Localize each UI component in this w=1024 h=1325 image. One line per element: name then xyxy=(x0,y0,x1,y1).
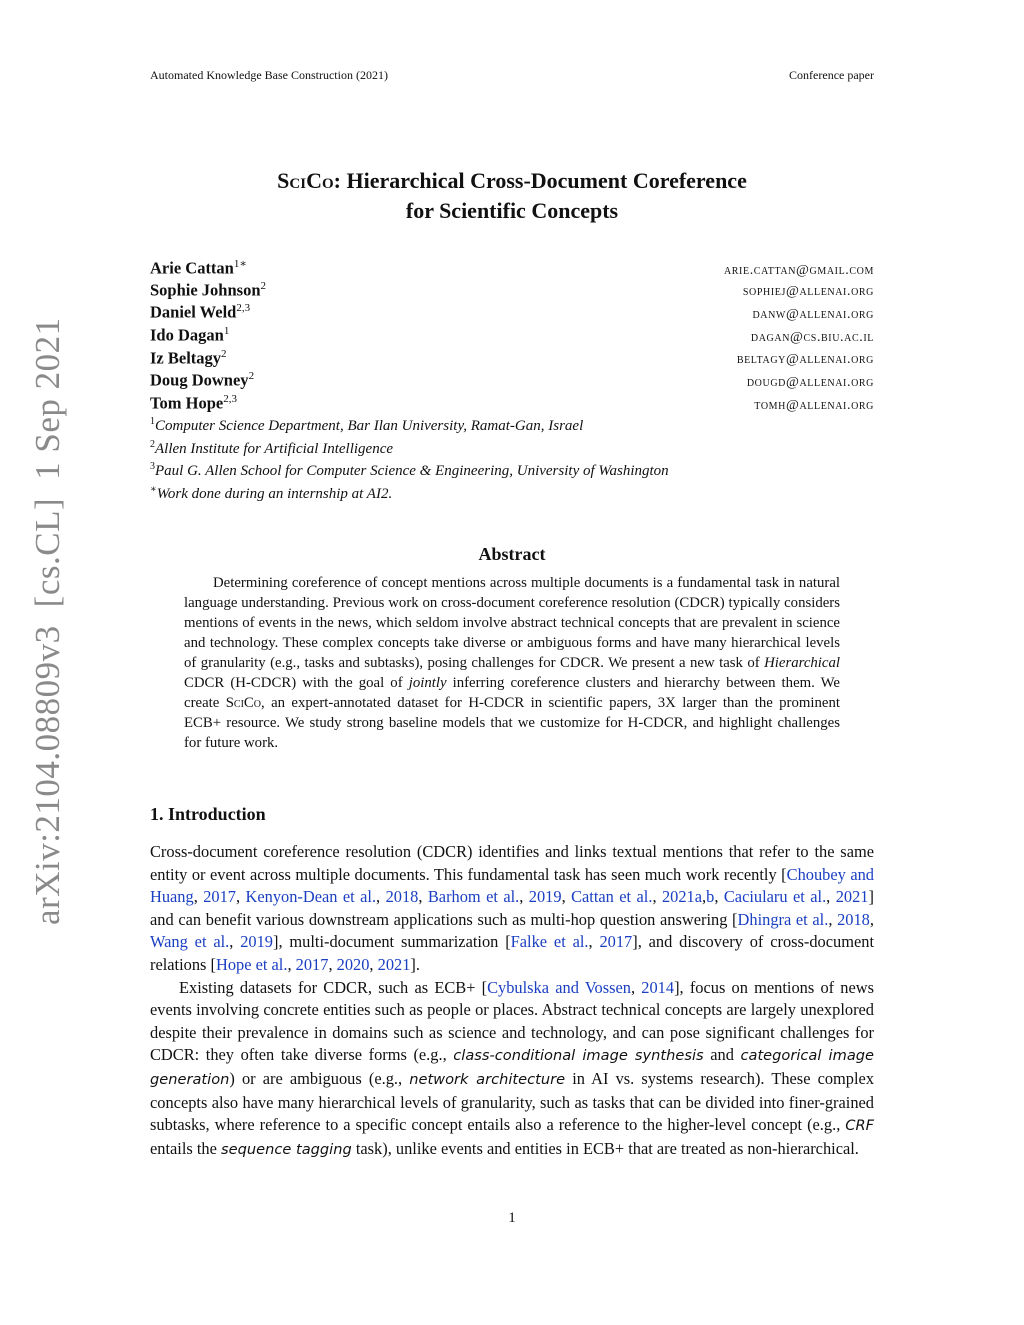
citation-link[interactable]: 2021 xyxy=(835,887,869,907)
body-text: , xyxy=(588,932,600,952)
abstract-heading: Abstract xyxy=(478,544,546,564)
citation-link[interactable]: 2017 xyxy=(599,932,633,952)
citation-link[interactable]: Cybulska and Vossen xyxy=(487,977,631,997)
author-email[interactable]: beltagy@allenai.org xyxy=(736,352,874,368)
body-text: ], and discovery of cross-document relations [ xyxy=(150,932,874,974)
affiliation-text: Paul G. Allen School for Computer Science & Engineering, University of Washington xyxy=(155,463,669,479)
concept-mention: network architecture xyxy=(409,1070,566,1088)
arxiv-date: 1 Sep 2021 xyxy=(28,317,67,480)
body-text: ) or are ambiguous (e.g., xyxy=(229,1068,410,1088)
citation-link[interactable]: Caciularu et al. xyxy=(723,887,827,907)
affiliation-text: Computer Science Department, Bar Ilan University, Ramat-Gan, Israel xyxy=(155,418,584,434)
citation-link[interactable]: 2019 xyxy=(240,932,273,952)
affiliation-text: Work done during an internship at AI2. xyxy=(156,485,393,502)
author-sup: 2 xyxy=(248,370,255,383)
intro-paragraph-1 xyxy=(150,841,874,977)
author-row xyxy=(150,280,874,303)
author-sup: 1∗ xyxy=(233,258,247,270)
citation-link[interactable]: 2021 xyxy=(377,954,411,974)
body-text: , xyxy=(828,909,838,929)
author-name: Arie Cattan xyxy=(150,258,234,278)
paper-title xyxy=(150,166,874,196)
body-text: , xyxy=(519,887,529,907)
citation-link[interactable]: 2017 xyxy=(203,887,236,907)
author-name: Tom Hope xyxy=(150,393,224,413)
body-text: , xyxy=(229,932,241,952)
affiliation xyxy=(150,439,874,462)
author-sup: 2 xyxy=(221,347,227,360)
page-number: 1 xyxy=(508,1210,516,1226)
body-text: , xyxy=(630,977,642,997)
concept-mention: categorical image generation xyxy=(150,1047,874,1088)
author-sup: 1 xyxy=(223,325,230,338)
abstract-system-name: SciCo xyxy=(225,695,262,711)
author-name: Doug Downey xyxy=(150,370,249,390)
citation-link[interactable]: 2021a xyxy=(661,887,703,907)
citation-link[interactable]: 2018 xyxy=(385,887,419,907)
abstract-text: Determining coreference of concept mentions across multiple documents is a fundamental task in natural language understanding. Previous work on cross-document coreference resolution (CDCR) typically considers mentions of events in the news, which seldom involve abstract technical concepts that are prevalent in science and technology. These complex concepts take diverse or ambiguous forms and have many hierarchical levels of granularity (e.g., tasks and subtasks), posing challenges for CDCR. We present a new task of xyxy=(184,575,840,671)
body-text: , xyxy=(561,887,572,907)
citation-link[interactable]: Wang et al. xyxy=(150,932,230,952)
body-text: , xyxy=(376,887,386,907)
body-text: in AI vs. systems research). These complex concepts also have many hierarchical levels of granularity, such as tasks that can be divided into finer-grained subtasks, where reference to a specific concept entails also a reference to the higher-level concept (e.g., xyxy=(150,1068,875,1135)
paper-title-line2: for Scientific Concepts xyxy=(405,198,619,223)
citation-link[interactable]: 2014 xyxy=(641,977,675,997)
author-list xyxy=(150,257,874,416)
affiliation-text: Allen Institute for Artificial Intelligence xyxy=(155,440,394,457)
title-line1: : Hierarchical Cross-Document Coreference xyxy=(333,168,747,193)
affiliation xyxy=(150,484,874,507)
citation-link[interactable]: Kenyon-Dean et al. xyxy=(245,887,377,907)
affiliation-sup: ∗ xyxy=(150,483,157,495)
body-text: , xyxy=(193,887,204,907)
author-sup: 2,3 xyxy=(223,393,237,406)
citation-link[interactable]: 2019 xyxy=(528,887,562,907)
body-text: and xyxy=(703,1045,741,1065)
author-email[interactable]: dougd@allenai.org xyxy=(746,374,874,390)
citation-link[interactable]: Cattan et al. xyxy=(571,887,653,907)
citation-link[interactable]: Barhom et al. xyxy=(427,887,520,907)
body-text: , xyxy=(714,887,724,907)
affiliation-sup: 1 xyxy=(150,416,155,427)
author-email[interactable]: tomh@allenai.org xyxy=(754,397,874,413)
introduction-body xyxy=(150,841,874,1161)
author-sup: 2 xyxy=(260,279,267,292)
affiliation-sup: 2 xyxy=(150,438,155,450)
author-row xyxy=(150,370,874,393)
author-row xyxy=(150,393,874,416)
author-email[interactable]: dagan@cs.biu.ac.il xyxy=(750,329,874,345)
citation-link[interactable]: 2017 xyxy=(295,954,329,974)
citation-link[interactable]: Hope et al. xyxy=(216,954,288,974)
author-email[interactable]: arie.cattan@gmail.com xyxy=(723,262,874,278)
abstract-body xyxy=(184,573,840,753)
body-text: task), unlike events and entities in ECB+ that are treated as non-hierarchical. xyxy=(351,1138,859,1158)
concept-mention: sequence tagging xyxy=(221,1140,352,1158)
arxiv-category: [cs.CL] xyxy=(28,497,67,608)
title-system-name: SciCo xyxy=(277,168,334,193)
citation-link[interactable]: 2018 xyxy=(837,909,870,929)
body-text: ], focus on mentions of news events involving concrete entities such as people or places. Abstract technical concepts are largely unexplored despite their prevalence in domains such as science and technology, and can pose significant challenges for CDCR: they often take diverse forms (e.g., xyxy=(150,977,874,1065)
body-text: Existing datasets for CDCR, such as ECB+ [ xyxy=(179,977,488,997)
author-sup: 2,3 xyxy=(236,302,251,315)
citation-link[interactable]: b xyxy=(706,887,715,907)
citation-link[interactable]: Choubey and Huang xyxy=(150,864,874,907)
author-name: Ido Dagan xyxy=(150,325,224,345)
intro-paragraph-2 xyxy=(150,977,874,1162)
author-row xyxy=(150,348,874,371)
author-email[interactable]: sophiej@allenai.org xyxy=(742,284,874,300)
author-email[interactable]: danw@allenai.org xyxy=(752,306,874,322)
concept-mention: class-conditional image synthesis xyxy=(453,1047,704,1065)
citation-link[interactable]: Falke et al. xyxy=(510,932,589,952)
affiliation xyxy=(150,461,874,484)
abstract-paragraph xyxy=(184,573,840,753)
running-header-left: Automated Knowledge Base Construction (2021) xyxy=(150,68,388,82)
body-text: , xyxy=(702,887,707,907)
body-text: Cross-document coreference resolution (CDCR) identifies and links textual mentions that refer to the same entity or event across multiple documents. This fundamental task has seen much work recently [ xyxy=(150,842,874,884)
affiliation-list xyxy=(150,416,874,506)
author-name: Iz Beltagy xyxy=(150,348,222,368)
arxiv-stamp xyxy=(28,0,88,925)
affiliation-sup: 3 xyxy=(150,461,155,472)
concept-mention: CRF xyxy=(845,1117,874,1135)
body-text: , xyxy=(328,954,337,974)
arxiv-id: arXiv:2104.08809v3 xyxy=(28,625,67,925)
running-header-right: Conference paper xyxy=(789,68,874,82)
body-text: entails the xyxy=(150,1138,222,1158)
affiliation xyxy=(150,416,874,439)
author-row xyxy=(150,302,874,325)
abstract-emphasis: Hierarchical xyxy=(764,655,840,671)
author-name: Daniel Weld xyxy=(150,302,237,322)
body-text: ], multi-document summarization [ xyxy=(273,932,511,952)
body-text: , xyxy=(369,954,378,974)
body-text: , xyxy=(869,909,874,929)
citation-link[interactable]: 2020 xyxy=(336,954,370,974)
citation-link[interactable]: Dhingra et al. xyxy=(737,909,829,929)
section-heading: 1. Introduction xyxy=(150,804,266,824)
body-text: , xyxy=(652,887,662,907)
abstract-text: inferring coreference clusters and hierarchy between them. We create xyxy=(184,675,841,711)
body-text: ]. xyxy=(410,954,420,974)
body-text: ] and can benefit various downstream applications such as multi-hop question answering [ xyxy=(150,887,874,929)
author-row xyxy=(150,325,874,348)
body-text: , xyxy=(826,887,836,907)
body-text: , xyxy=(418,887,428,907)
author-row xyxy=(150,257,874,280)
body-text: , xyxy=(287,954,296,974)
author-name: Sophie Johnson xyxy=(150,280,261,300)
abstract-text: CDCR (H-CDCR) with the goal of xyxy=(184,675,409,691)
body-text: , xyxy=(236,887,246,907)
abstract-emphasis: jointly xyxy=(408,675,447,691)
abstract-text: , an expert-annotated dataset for H-CDCR in scientific papers, 3X larger than the prominent ECB+ resource. We study strong baseline models that we customize for H-CDCR, and highlight challenges for future work. xyxy=(184,695,840,751)
